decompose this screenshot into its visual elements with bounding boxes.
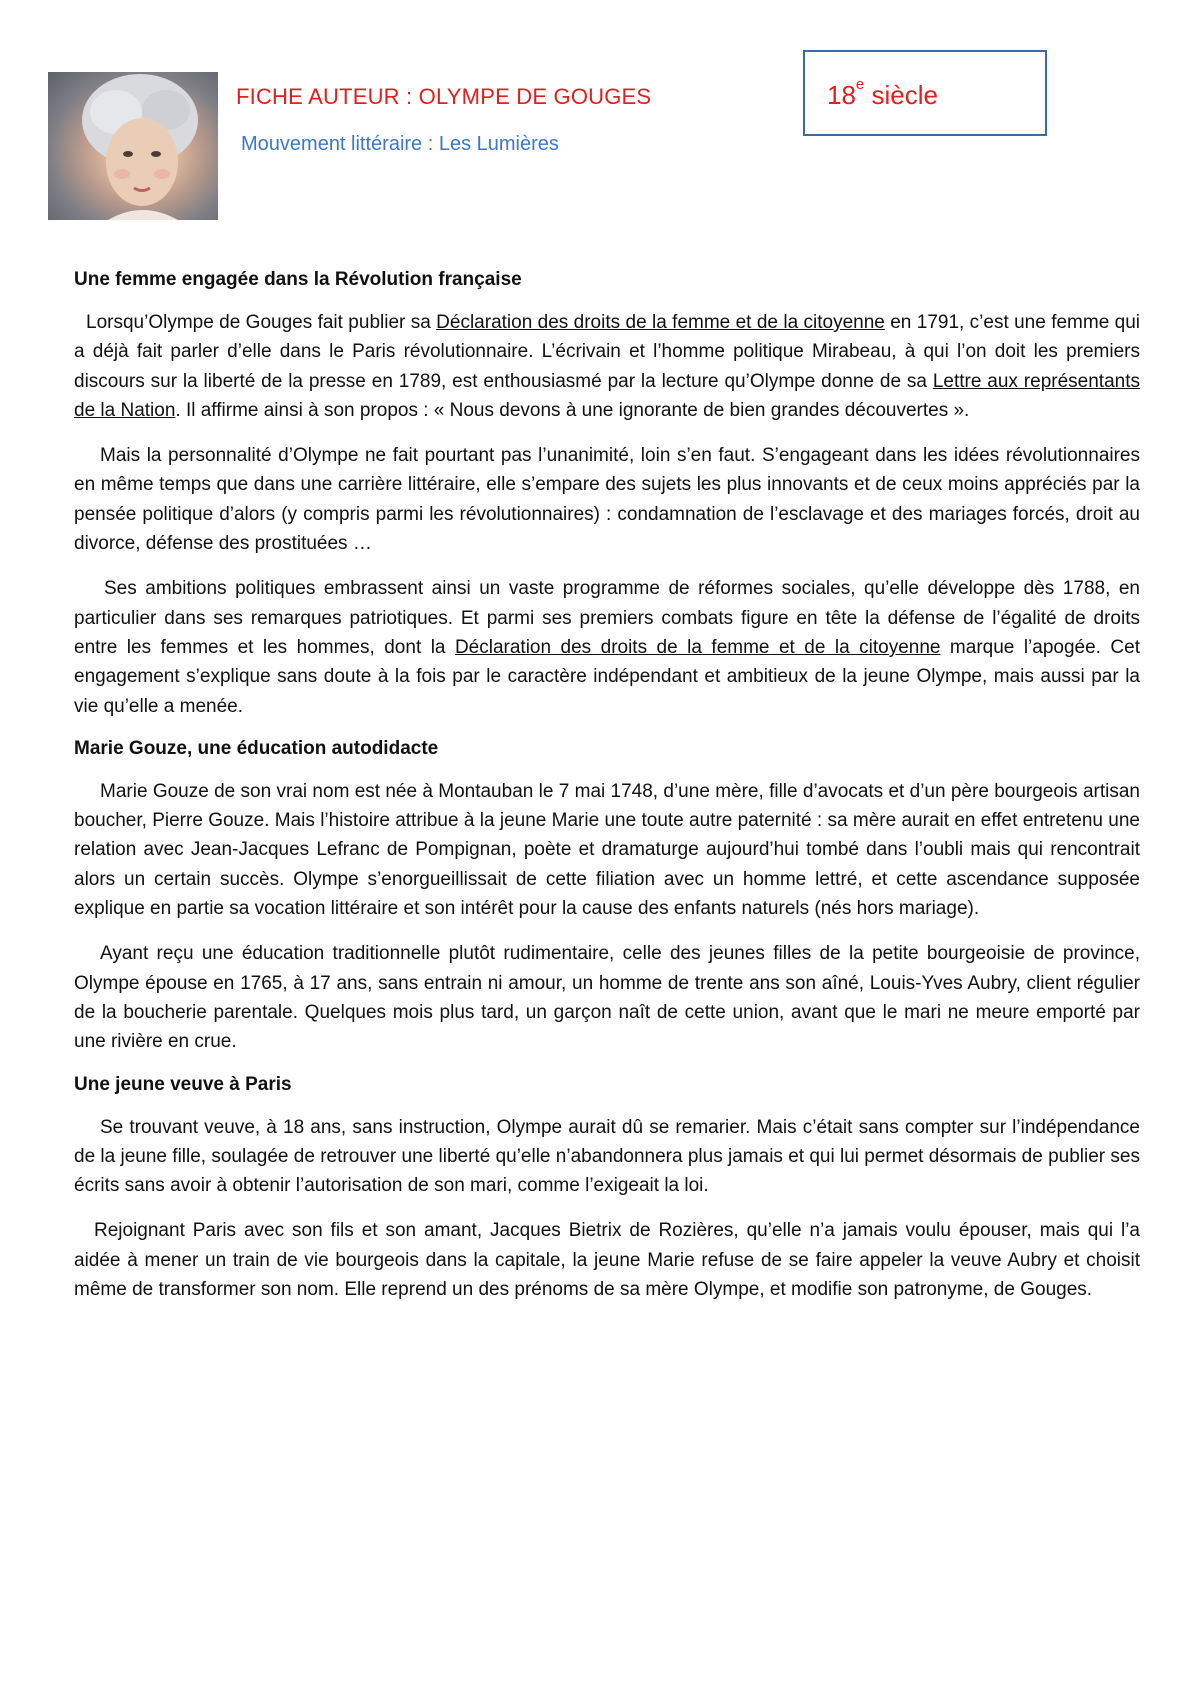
paragraph [74, 308, 1140, 425]
paragraph [74, 777, 1140, 923]
century-word: siècle [871, 80, 938, 110]
paragraph [74, 441, 1140, 558]
author-portrait [48, 72, 218, 220]
text-segment: Ses ambitions politiques embrassent ainsi un vaste programme de réformes sociales, qu’elle développe dès 1788, en particulier dans ses remarques patriotiques. Et parmi ses premiers combats figure en tête la défense de l’égalité de droits entre les femmes et les hommes, dont la [74, 578, 1140, 658]
section-heading: Une jeune veuve à Paris [74, 1073, 292, 1095]
paragraph [74, 1216, 1140, 1304]
article-body [74, 268, 1140, 1320]
work-title: Déclaration des droits de la femme et de la citoyenne [454, 636, 941, 658]
text-segment: Rejoignant Paris avec son fils et son amant, Jacques Bietrix de Rozières, qu’elle n’a jamais voulu épouser, mais qui l’a aidée à mener un train de vie bourgeois dans la capitale, la jeune Marie refuse de se faire appeler la veuve Aubry et choisit même de transformer son nom. Elle reprend un des prénoms de sa mère Olympe, et modifie son patronyme, de Gouges. [74, 1220, 1140, 1301]
text-segment: en 1791, c’est une femme qui a déjà fait parler d’elle dans le Paris révolutionnaire. L’écrivain et l’homme politique Mirabeau, à qui l’on doit les premiers discours sur la liberté de la presse en 1789, est enthousiasmé par la lecture qu’Olympe donne de sa [74, 312, 1140, 392]
page-title: FICHE AUTEUR : OLYMPE DE GOUGES [236, 84, 652, 109]
century-label [827, 76, 938, 111]
text-segment: marque l’apogée. Cet engagement s’explique sans doute à la fois par le caractère indépendant et ambitieux de la jeune Olympe, mais aussi par la vie qu’elle a menée. [74, 636, 1140, 717]
section-heading: Marie Gouze, une éducation autodidacte [74, 737, 439, 759]
text-segment: Marie Gouze de son vrai nom est née à Montauban le 7 mai 1748, d’une mère, fille d’avocats et d’un père bourgeois artisan boucher, Pierre Gouze. Mais l’histoire attribue à la jeune Marie une toute autre paternité : sa mère aurait en effet entretenu une relation avec Jean-Jacques Lefranc de Pompignan, poète et dramaturge aujourd’hui tombé dans l’oubli mais qui rencontrait alors un certain succès. Olympe s’enorgueillissait de cette filiation avec un homme lettré, et cette ascendance supposée explique en partie sa vocation littéraire et son intérêt pour la cause des enfants naturels (nés hors mariage). [74, 780, 1140, 920]
literary-movement: Mouvement littéraire : Les Lumières [241, 133, 559, 155]
century-box [803, 50, 1047, 136]
text-segment: . Il affirme ainsi à son propos : « Nous devons à une ignorante de bien grandes découvertes ». [175, 399, 970, 421]
text-segment: Ayant reçu une éducation traditionnelle plutôt rudimentaire, celle des jeunes filles de la petite bourgeoisie de province, Olympe épouse en 1765, à 17 ans, sans entrain ni amour, un homme de trente ans son aîné, Louis-Yves Aubry, client régulier de la boucherie parentale. Quelques mois plus tard, un garçon naît de cette union, avant que le mari ne meure emporté par une rivière en crue. [74, 943, 1140, 1053]
century-suffix: e [855, 76, 865, 93]
work-title: Lettre aux représentants de la Nation [74, 370, 1140, 421]
paragraph [74, 939, 1140, 1056]
text-segment: Mais la personnalité d’Olympe ne fait pourtant pas l’unanimité, loin s’en faut. S’engageant dans les idées révolutionnaires en même temps que dans une carrière littéraire, elle s’empare des sujets les plus innovants et de ceux moins appréciés par la pensée politique d’alors (y compris parmi les révolutionnaires) : condamnation de l’esclavage et des mariages forcés, droit au divorce, défense des prostituées … [74, 445, 1140, 555]
work-title: Déclaration des droits de la femme et de la citoyenne [436, 312, 885, 333]
paragraph [74, 1113, 1140, 1201]
text-segment: Se trouvant veuve, à 18 ans, sans instruction, Olympe aurait dû se remarier. Mais c’était sans compter sur l’indépendance de la jeune fille, soulagée de retrouver une liberté qu’elle n’abandonnera plus jamais et qui lui permet désormais de publier ses écrits sans avoir à obtenir l’autorisation de son mari, comme l’exigeait la loi. [74, 1116, 1140, 1197]
paragraph [74, 574, 1140, 720]
section-heading: Une femme engagée dans la Révolution française [74, 269, 522, 290]
century-number: 18 [827, 80, 856, 110]
text-segment: Lorsqu’Olympe de Gouges fait publier sa [86, 312, 437, 333]
